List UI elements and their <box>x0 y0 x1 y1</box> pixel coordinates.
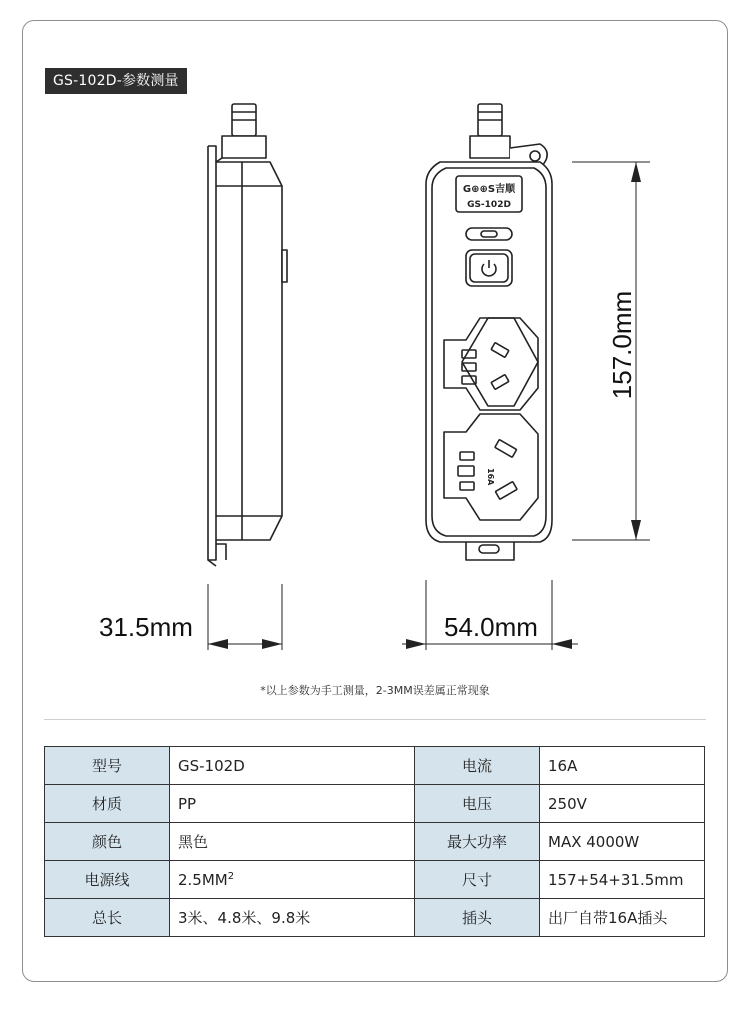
spec-value <box>170 861 415 899</box>
spec-value: 157+54+31.5mm <box>540 861 705 899</box>
spec-key: 型号 <box>45 747 170 785</box>
spec-key: 颜色 <box>45 823 170 861</box>
spec-value: PP <box>170 785 415 823</box>
spec-key: 最大功率 <box>415 823 540 861</box>
socket-rating-text: 16A <box>486 468 495 486</box>
spec-value-text: 2.5MM <box>178 870 228 889</box>
table-row <box>45 823 705 861</box>
measurement-note: *以上参数为手工测量，2-3MM误差属正常现象 <box>260 684 490 697</box>
spec-value: 3米、4.8米、9.8米 <box>170 899 415 937</box>
spec-key: 电源线 <box>45 861 170 899</box>
table-row <box>45 785 705 823</box>
side-view <box>208 104 287 566</box>
spec-key: 材质 <box>45 785 170 823</box>
front-view <box>426 104 552 560</box>
spec-key: 尺寸 <box>415 861 540 899</box>
spec-value: 250V <box>540 785 705 823</box>
spec-key: 电流 <box>415 747 540 785</box>
spec-value: GS-102D <box>170 747 415 785</box>
divider <box>44 719 706 720</box>
height-dimension-label: 157.0mm <box>607 290 637 400</box>
model-plate-text: GS-102D <box>467 200 511 210</box>
spec-key: 总长 <box>45 899 170 937</box>
spec-table <box>44 746 705 937</box>
spec-value: 16A <box>540 747 705 785</box>
table-row <box>45 861 705 899</box>
spec-key: 插头 <box>415 899 540 937</box>
spec-value: 出厂自带16A插头 <box>540 899 705 937</box>
brand-logo-text: G⊕⊕S吉顺 <box>462 184 516 195</box>
spec-value: 黑色 <box>170 823 415 861</box>
section-title-badge: GS-102D-参数测量 <box>45 68 187 94</box>
width-dimension-label: 54.0mm <box>444 612 538 642</box>
spec-value-superscript: 2 <box>227 870 235 882</box>
table-row <box>45 747 705 785</box>
spec-key: 电压 <box>415 785 540 823</box>
spec-value: MAX 4000W <box>540 823 705 861</box>
table-row <box>45 899 705 937</box>
depth-dimension-label: 31.5mm <box>99 612 193 642</box>
